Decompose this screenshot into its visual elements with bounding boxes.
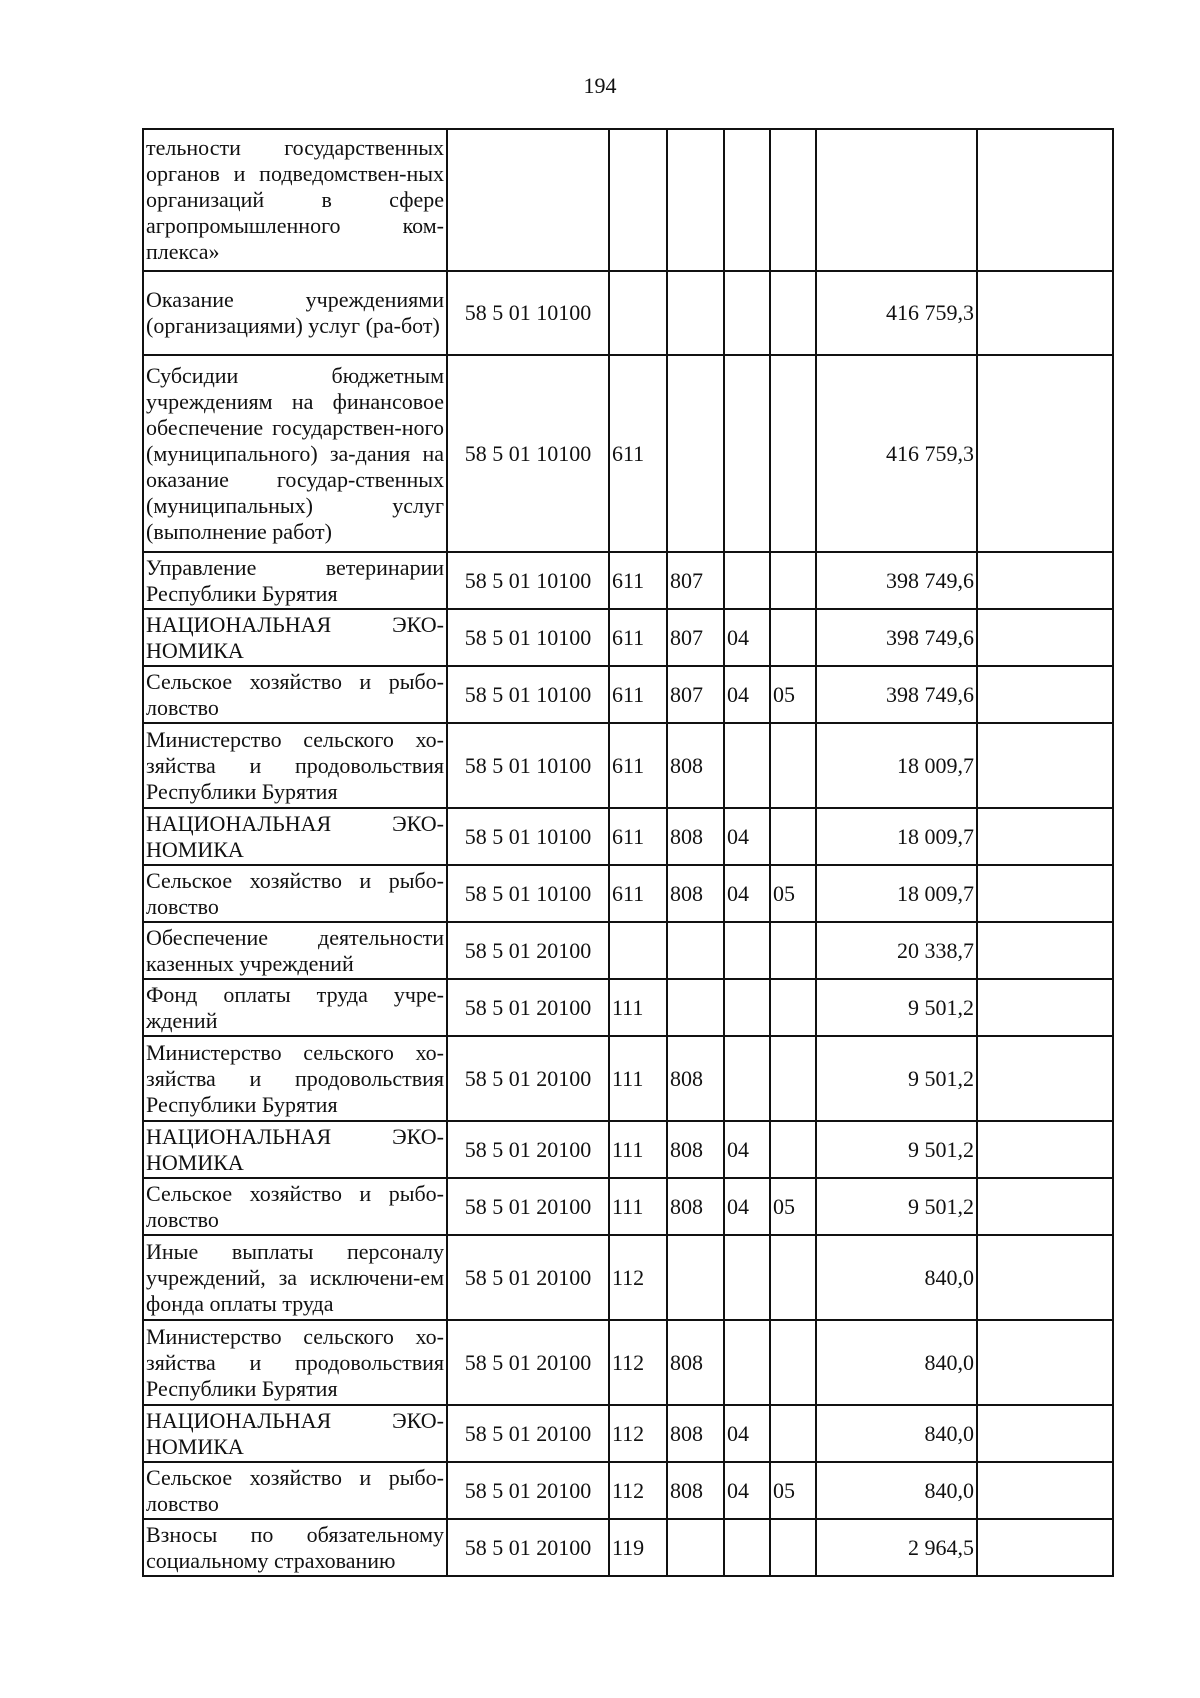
table-row: [143, 1519, 1113, 1576]
amount-cell: 398 749,6: [816, 666, 977, 723]
row-name-cell: НАЦИОНАЛЬНАЯ ЭКО-НОМИКА: [143, 609, 447, 666]
expense-type-cell: 111: [609, 979, 667, 1036]
budget-holder-cell: 808: [667, 865, 724, 922]
table-row: [143, 552, 1113, 609]
extra-cell: [977, 271, 1113, 355]
subsection-cell: [770, 552, 816, 609]
extra-cell: [977, 723, 1113, 808]
table-row: [143, 1036, 1113, 1121]
amount-cell: 9 501,2: [816, 1036, 977, 1121]
extra-cell: [977, 129, 1113, 271]
expense-type-cell: 611: [609, 865, 667, 922]
expense-type-cell: 112: [609, 1405, 667, 1462]
section-cell: 04: [724, 865, 770, 922]
expense-type-cell: [609, 271, 667, 355]
subsection-cell: 05: [770, 865, 816, 922]
expense-type-cell: 112: [609, 1235, 667, 1320]
extra-cell: [977, 1036, 1113, 1121]
target-article-cell: 58 5 01 20100: [447, 922, 609, 979]
row-name-cell: Фонд оплаты труда учре-ждений: [143, 979, 447, 1036]
extra-cell: [977, 609, 1113, 666]
row-name-cell: НАЦИОНАЛЬНАЯ ЭКО-НОМИКА: [143, 808, 447, 865]
amount-cell: 840,0: [816, 1320, 977, 1405]
table-row: [143, 1121, 1113, 1178]
budget-holder-cell: 807: [667, 666, 724, 723]
amount-cell: 2 964,5: [816, 1519, 977, 1576]
row-name-cell: Сельское хозяйство и рыбо-ловство: [143, 865, 447, 922]
expense-type-cell: 611: [609, 723, 667, 808]
table-row: [143, 355, 1113, 552]
section-cell: 04: [724, 1462, 770, 1519]
table-row: [143, 1235, 1113, 1320]
expense-type-cell: 111: [609, 1178, 667, 1235]
amount-cell: 840,0: [816, 1235, 977, 1320]
section-cell: [724, 979, 770, 1036]
budget-holder-cell: 808: [667, 723, 724, 808]
extra-cell: [977, 865, 1113, 922]
amount-cell: 20 338,7: [816, 922, 977, 979]
section-cell: [724, 1036, 770, 1121]
budget-holder-cell: [667, 1235, 724, 1320]
target-article-cell: 58 5 01 20100: [447, 1405, 609, 1462]
target-article-cell: 58 5 01 20100: [447, 1462, 609, 1519]
expense-type-cell: 119: [609, 1519, 667, 1576]
subsection-cell: [770, 271, 816, 355]
extra-cell: [977, 355, 1113, 552]
subsection-cell: 05: [770, 1462, 816, 1519]
expense-type-cell: [609, 129, 667, 271]
expense-type-cell: 112: [609, 1320, 667, 1405]
expense-type-cell: [609, 922, 667, 979]
expense-type-cell: 611: [609, 355, 667, 552]
amount-cell: 398 749,6: [816, 609, 977, 666]
extra-cell: [977, 1178, 1113, 1235]
target-article-cell: [447, 129, 609, 271]
expense-type-cell: 611: [609, 808, 667, 865]
budget-table: [142, 128, 1114, 1577]
table-row: [143, 1320, 1113, 1405]
row-name-cell: Министерство сельского хо-зяйства и продовольствия Республики Бурятия: [143, 1036, 447, 1121]
extra-cell: [977, 808, 1113, 865]
row-name-cell: Управление ветеринарии Республики Бурятия: [143, 552, 447, 609]
row-name-cell: Иные выплаты персоналу учреждений, за исключени-ем фонда оплаты труда: [143, 1235, 447, 1320]
subsection-cell: [770, 979, 816, 1036]
row-name-cell: Сельское хозяйство и рыбо-ловство: [143, 1462, 447, 1519]
section-cell: 04: [724, 1405, 770, 1462]
target-article-cell: 58 5 01 10100: [447, 666, 609, 723]
extra-cell: [977, 552, 1113, 609]
budget-holder-cell: 808: [667, 1178, 724, 1235]
subsection-cell: [770, 355, 816, 552]
target-article-cell: 58 5 01 20100: [447, 1178, 609, 1235]
extra-cell: [977, 1519, 1113, 1576]
target-article-cell: 58 5 01 10100: [447, 865, 609, 922]
section-cell: [724, 129, 770, 271]
amount-cell: 9 501,2: [816, 979, 977, 1036]
section-cell: [724, 1519, 770, 1576]
row-name-cell: Сельское хозяйство и рыбо-ловство: [143, 666, 447, 723]
amount-cell: 840,0: [816, 1405, 977, 1462]
section-cell: 04: [724, 808, 770, 865]
section-cell: [724, 1320, 770, 1405]
amount-cell: 18 009,7: [816, 865, 977, 922]
table-row: [143, 129, 1113, 271]
table-row: [143, 1405, 1113, 1462]
budget-holder-cell: [667, 129, 724, 271]
extra-cell: [977, 1320, 1113, 1405]
section-cell: 04: [724, 609, 770, 666]
target-article-cell: 58 5 01 20100: [447, 1320, 609, 1405]
extra-cell: [977, 1405, 1113, 1462]
extra-cell: [977, 666, 1113, 723]
table-row: [143, 666, 1113, 723]
table-row: [143, 1462, 1113, 1519]
table-row: [143, 723, 1113, 808]
target-article-cell: 58 5 01 20100: [447, 979, 609, 1036]
table-row: [143, 1178, 1113, 1235]
amount-cell: 9 501,2: [816, 1178, 977, 1235]
subsection-cell: [770, 129, 816, 271]
amount-cell: 9 501,2: [816, 1121, 977, 1178]
extra-cell: [977, 1462, 1113, 1519]
budget-holder-cell: [667, 1519, 724, 1576]
budget-holder-cell: [667, 355, 724, 552]
budget-holder-cell: 808: [667, 808, 724, 865]
row-name-cell: Обеспечение деятельности казенных учреждений: [143, 922, 447, 979]
target-article-cell: 58 5 01 20100: [447, 1036, 609, 1121]
table-body: [143, 129, 1113, 1576]
amount-cell: 416 759,3: [816, 271, 977, 355]
subsection-cell: [770, 723, 816, 808]
section-cell: 04: [724, 1178, 770, 1235]
budget-holder-cell: 807: [667, 552, 724, 609]
row-name-cell: Оказание учреждениями (организациями) услуг (ра-бот): [143, 271, 447, 355]
amount-cell: [816, 129, 977, 271]
budget-holder-cell: 807: [667, 609, 724, 666]
budget-holder-cell: [667, 922, 724, 979]
extra-cell: [977, 1121, 1113, 1178]
expense-type-cell: 611: [609, 552, 667, 609]
row-name-cell: Министерство сельского хо-зяйства и продовольствия Республики Бурятия: [143, 1320, 447, 1405]
subsection-cell: [770, 922, 816, 979]
expense-type-cell: 611: [609, 609, 667, 666]
target-article-cell: 58 5 01 20100: [447, 1519, 609, 1576]
target-article-cell: 58 5 01 10100: [447, 552, 609, 609]
budget-holder-cell: [667, 271, 724, 355]
table-row: [143, 979, 1113, 1036]
expense-type-cell: 611: [609, 666, 667, 723]
table-row: [143, 609, 1113, 666]
amount-cell: 18 009,7: [816, 808, 977, 865]
page-number: 194: [583, 73, 617, 98]
section-cell: [724, 271, 770, 355]
amount-cell: 398 749,6: [816, 552, 977, 609]
target-article-cell: 58 5 01 20100: [447, 1235, 609, 1320]
budget-holder-cell: 808: [667, 1121, 724, 1178]
row-name-cell: Взносы по обязательному социальному страхованию: [143, 1519, 447, 1576]
amount-cell: 416 759,3: [816, 355, 977, 552]
expense-type-cell: 111: [609, 1036, 667, 1121]
extra-cell: [977, 1235, 1113, 1320]
budget-holder-cell: 808: [667, 1462, 724, 1519]
subsection-cell: [770, 1320, 816, 1405]
table-row: [143, 808, 1113, 865]
section-cell: 04: [724, 666, 770, 723]
budget-holder-cell: 808: [667, 1320, 724, 1405]
subsection-cell: [770, 1235, 816, 1320]
subsection-cell: [770, 808, 816, 865]
target-article-cell: 58 5 01 10100: [447, 355, 609, 552]
expense-type-cell: 111: [609, 1121, 667, 1178]
expense-type-cell: 112: [609, 1462, 667, 1519]
subsection-cell: [770, 609, 816, 666]
target-article-cell: 58 5 01 10100: [447, 271, 609, 355]
table-row: [143, 922, 1113, 979]
extra-cell: [977, 922, 1113, 979]
subsection-cell: [770, 1121, 816, 1178]
row-name-cell: Сельское хозяйство и рыбо-ловство: [143, 1178, 447, 1235]
row-name-cell: Субсидии бюджетным учреждениям на финансовое обеспечение государствен-ного (муниципального) за-дания на оказание государ-ственных (муниципальных) услуг (выполнение работ): [143, 355, 447, 552]
section-cell: [724, 552, 770, 609]
section-cell: [724, 922, 770, 979]
table-row: [143, 865, 1113, 922]
row-name-cell: НАЦИОНАЛЬНАЯ ЭКО-НОМИКА: [143, 1121, 447, 1178]
row-name-cell: тельности государственных органов и подведомствен-ных организаций в сфере агропромышленного ком-плекса»: [143, 129, 447, 271]
row-name-cell: НАЦИОНАЛЬНАЯ ЭКО-НОМИКА: [143, 1405, 447, 1462]
target-article-cell: 58 5 01 10100: [447, 808, 609, 865]
budget-holder-cell: [667, 979, 724, 1036]
target-article-cell: 58 5 01 20100: [447, 1121, 609, 1178]
subsection-cell: [770, 1519, 816, 1576]
extra-cell: [977, 979, 1113, 1036]
budget-holder-cell: 808: [667, 1405, 724, 1462]
subsection-cell: 05: [770, 666, 816, 723]
target-article-cell: 58 5 01 10100: [447, 723, 609, 808]
subsection-cell: [770, 1036, 816, 1121]
amount-cell: 840,0: [816, 1462, 977, 1519]
target-article-cell: 58 5 01 10100: [447, 609, 609, 666]
section-cell: [724, 1235, 770, 1320]
section-cell: [724, 723, 770, 808]
subsection-cell: 05: [770, 1178, 816, 1235]
row-name-cell: Министерство сельского хо-зяйства и продовольствия Республики Бурятия: [143, 723, 447, 808]
section-cell: 04: [724, 1121, 770, 1178]
table-row: [143, 271, 1113, 355]
budget-holder-cell: 808: [667, 1036, 724, 1121]
section-cell: [724, 355, 770, 552]
subsection-cell: [770, 1405, 816, 1462]
amount-cell: 18 009,7: [816, 723, 977, 808]
